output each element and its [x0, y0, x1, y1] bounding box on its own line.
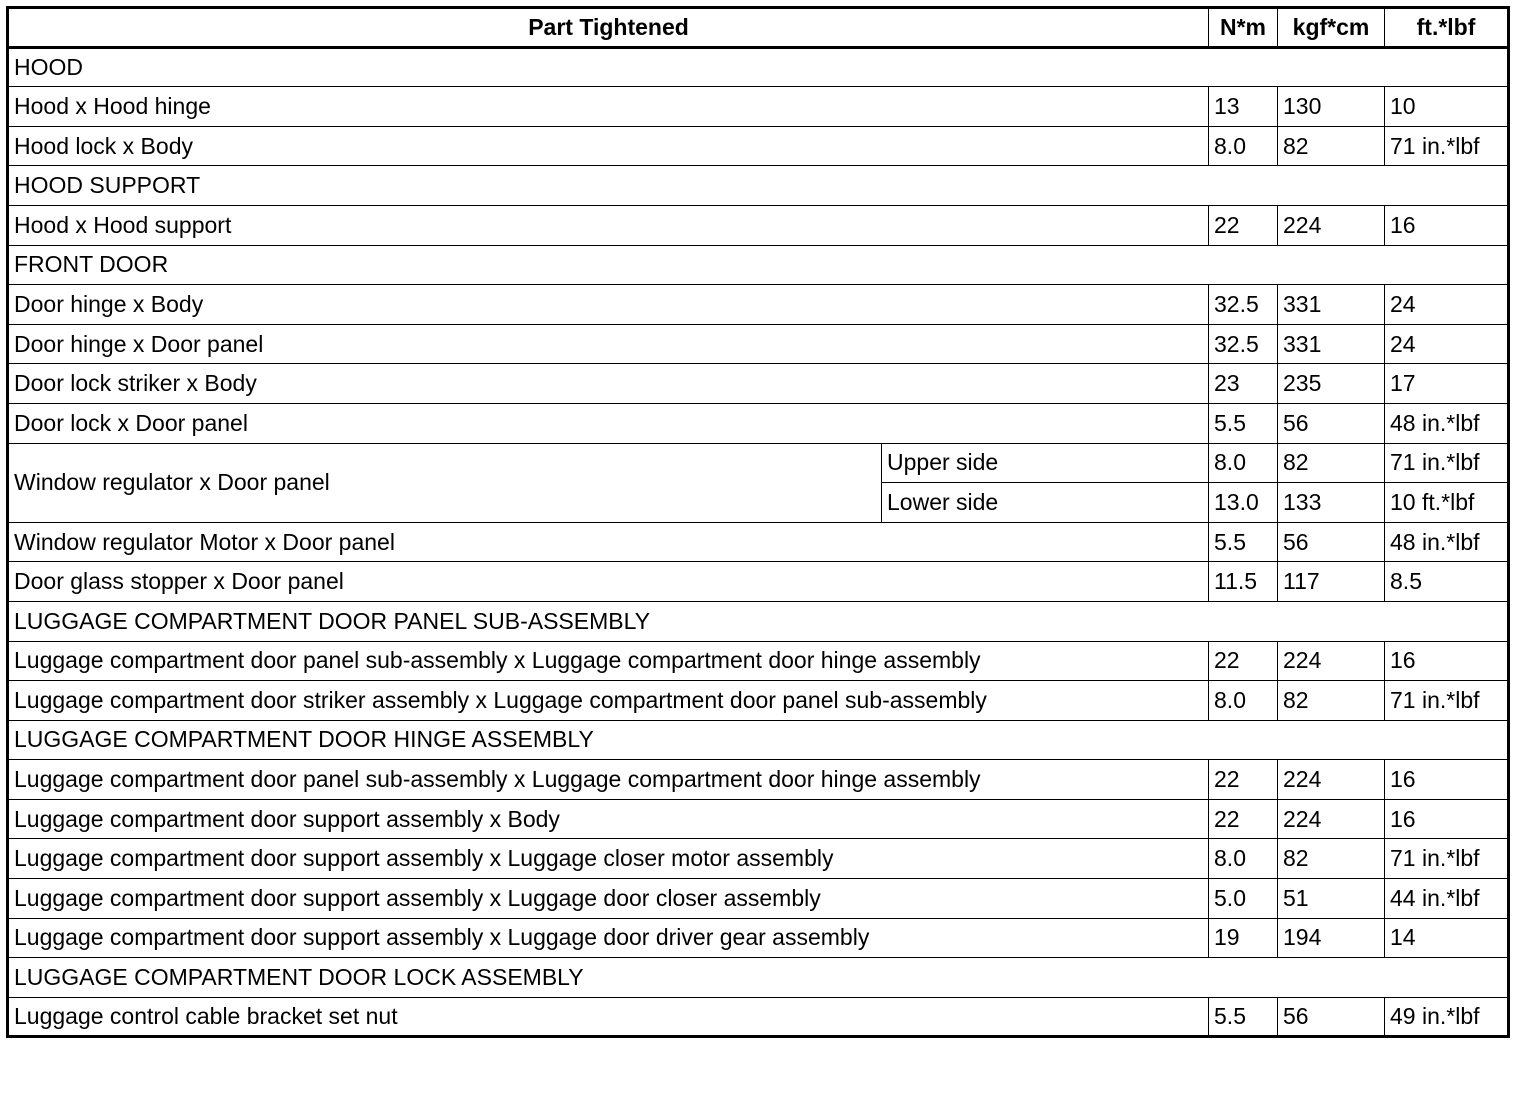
nm-cell: 5.5	[1209, 997, 1278, 1037]
kgfcm-cell: 224	[1278, 760, 1385, 800]
part-cell: Door glass stopper x Door panel	[8, 562, 1209, 602]
kgfcm-cell: 82	[1278, 839, 1385, 879]
kgfcm-cell: 194	[1278, 918, 1385, 958]
nm-cell: 8.0	[1209, 443, 1278, 483]
table-row	[8, 443, 1509, 483]
part-cell: Window regulator Motor x Door panel	[8, 522, 1209, 562]
part-cell: Luggage compartment door support assembly x Luggage door driver gear assembly	[8, 918, 1209, 958]
ftlbf-cell: 71 in.*lbf	[1385, 126, 1509, 166]
ftlbf-cell: 24	[1385, 324, 1509, 364]
part-cell: Door hinge x Body	[8, 285, 1209, 325]
header-ftlbf: ft.*lbf	[1385, 8, 1509, 48]
part-cell: Hood lock x Body	[8, 126, 1209, 166]
ftlbf-cell: 71 in.*lbf	[1385, 681, 1509, 721]
part-cell: Luggage compartment door panel sub-assembly x Luggage compartment door hinge assembly	[8, 760, 1209, 800]
ftlbf-cell: 10	[1385, 87, 1509, 127]
nm-cell: 8.0	[1209, 126, 1278, 166]
section-title: HOOD	[8, 47, 1509, 87]
header-nm: N*m	[1209, 8, 1278, 48]
kgfcm-cell: 133	[1278, 483, 1385, 523]
part-cell: Luggage control cable bracket set nut	[8, 997, 1209, 1037]
nm-cell: 22	[1209, 760, 1278, 800]
table-row	[8, 87, 1509, 127]
ftlbf-cell: 44 in.*lbf	[1385, 879, 1509, 919]
table-row	[8, 641, 1509, 681]
ftlbf-cell: 16	[1385, 799, 1509, 839]
torque-specification-table	[6, 6, 1510, 1038]
part-cell: Door lock x Door panel	[8, 403, 1209, 443]
part-cell: Hood x Hood support	[8, 205, 1209, 245]
nm-cell: 32.5	[1209, 285, 1278, 325]
table-row	[8, 760, 1509, 800]
table-row	[8, 522, 1509, 562]
kgfcm-cell: 130	[1278, 87, 1385, 127]
kgfcm-cell: 82	[1278, 126, 1385, 166]
part-cell: Door hinge x Door panel	[8, 324, 1209, 364]
nm-cell: 8.0	[1209, 681, 1278, 721]
nm-cell: 22	[1209, 641, 1278, 681]
table-row	[8, 285, 1509, 325]
part-cell: Hood x Hood hinge	[8, 87, 1209, 127]
part-cell: Luggage compartment door support assembly x Luggage door closer assembly	[8, 879, 1209, 919]
table-row	[8, 681, 1509, 721]
section-title: HOOD SUPPORT	[8, 166, 1509, 206]
part-cell: Luggage compartment door support assembly x Luggage closer motor assembly	[8, 839, 1209, 879]
nm-cell: 5.0	[1209, 879, 1278, 919]
table-row	[8, 403, 1509, 443]
kgfcm-cell: 56	[1278, 522, 1385, 562]
nm-cell: 32.5	[1209, 324, 1278, 364]
part-cell: Window regulator x Door panel	[8, 443, 882, 522]
part-cell: Luggage compartment door panel sub-assembly x Luggage compartment door hinge assembly	[8, 641, 1209, 681]
ftlbf-cell: 48 in.*lbf	[1385, 403, 1509, 443]
kgfcm-cell: 56	[1278, 997, 1385, 1037]
nm-cell: 13.0	[1209, 483, 1278, 523]
kgfcm-cell: 51	[1278, 879, 1385, 919]
table-row	[8, 364, 1509, 404]
kgfcm-cell: 331	[1278, 285, 1385, 325]
ftlbf-cell: 16	[1385, 641, 1509, 681]
part-cell: Luggage compartment door striker assembly x Luggage compartment door panel sub-assembly	[8, 681, 1209, 721]
section-title: LUGGAGE COMPARTMENT DOOR HINGE ASSEMBLY	[8, 720, 1509, 760]
section-row	[8, 720, 1509, 760]
section-title: LUGGAGE COMPARTMENT DOOR LOCK ASSEMBLY	[8, 958, 1509, 998]
nm-cell: 5.5	[1209, 403, 1278, 443]
header-row	[8, 8, 1509, 48]
ftlbf-cell: 16	[1385, 760, 1509, 800]
ftlbf-cell: 71 in.*lbf	[1385, 839, 1509, 879]
kgfcm-cell: 224	[1278, 205, 1385, 245]
table-row	[8, 918, 1509, 958]
nm-cell: 11.5	[1209, 562, 1278, 602]
kgfcm-cell: 56	[1278, 403, 1385, 443]
ftlbf-cell: 71 in.*lbf	[1385, 443, 1509, 483]
table-row	[8, 879, 1509, 919]
kgfcm-cell: 224	[1278, 799, 1385, 839]
ftlbf-cell: 24	[1385, 285, 1509, 325]
ftlbf-cell: 16	[1385, 205, 1509, 245]
kgfcm-cell: 82	[1278, 443, 1385, 483]
kgfcm-cell: 331	[1278, 324, 1385, 364]
nm-cell: 22	[1209, 799, 1278, 839]
part-cell: Door lock striker x Body	[8, 364, 1209, 404]
sub-position-cell: Upper side	[882, 443, 1209, 483]
nm-cell: 5.5	[1209, 522, 1278, 562]
sub-position-cell: Lower side	[882, 483, 1209, 523]
table-row	[8, 799, 1509, 839]
header-kgfcm: kgf*cm	[1278, 8, 1385, 48]
nm-cell: 23	[1209, 364, 1278, 404]
nm-cell: 22	[1209, 205, 1278, 245]
section-row	[8, 601, 1509, 641]
section-title: FRONT DOOR	[8, 245, 1509, 285]
ftlbf-cell: 8.5	[1385, 562, 1509, 602]
nm-cell: 13	[1209, 87, 1278, 127]
ftlbf-cell: 48 in.*lbf	[1385, 522, 1509, 562]
section-row	[8, 245, 1509, 285]
kgfcm-cell: 235	[1278, 364, 1385, 404]
part-cell: Luggage compartment door support assembly x Body	[8, 799, 1209, 839]
kgfcm-cell: 82	[1278, 681, 1385, 721]
section-row	[8, 166, 1509, 206]
ftlbf-cell: 49 in.*lbf	[1385, 997, 1509, 1037]
ftlbf-cell: 10 ft.*lbf	[1385, 483, 1509, 523]
table-row	[8, 839, 1509, 879]
table-row	[8, 562, 1509, 602]
kgfcm-cell: 224	[1278, 641, 1385, 681]
section-row	[8, 958, 1509, 998]
table-row	[8, 997, 1509, 1037]
nm-cell: 19	[1209, 918, 1278, 958]
header-part-tightened: Part Tightened	[8, 8, 1209, 48]
table-row	[8, 205, 1509, 245]
section-title: LUGGAGE COMPARTMENT DOOR PANEL SUB-ASSEMBLY	[8, 601, 1509, 641]
ftlbf-cell: 17	[1385, 364, 1509, 404]
table-row	[8, 126, 1509, 166]
kgfcm-cell: 117	[1278, 562, 1385, 602]
ftlbf-cell: 14	[1385, 918, 1509, 958]
section-row	[8, 47, 1509, 87]
nm-cell: 8.0	[1209, 839, 1278, 879]
table-row	[8, 324, 1509, 364]
